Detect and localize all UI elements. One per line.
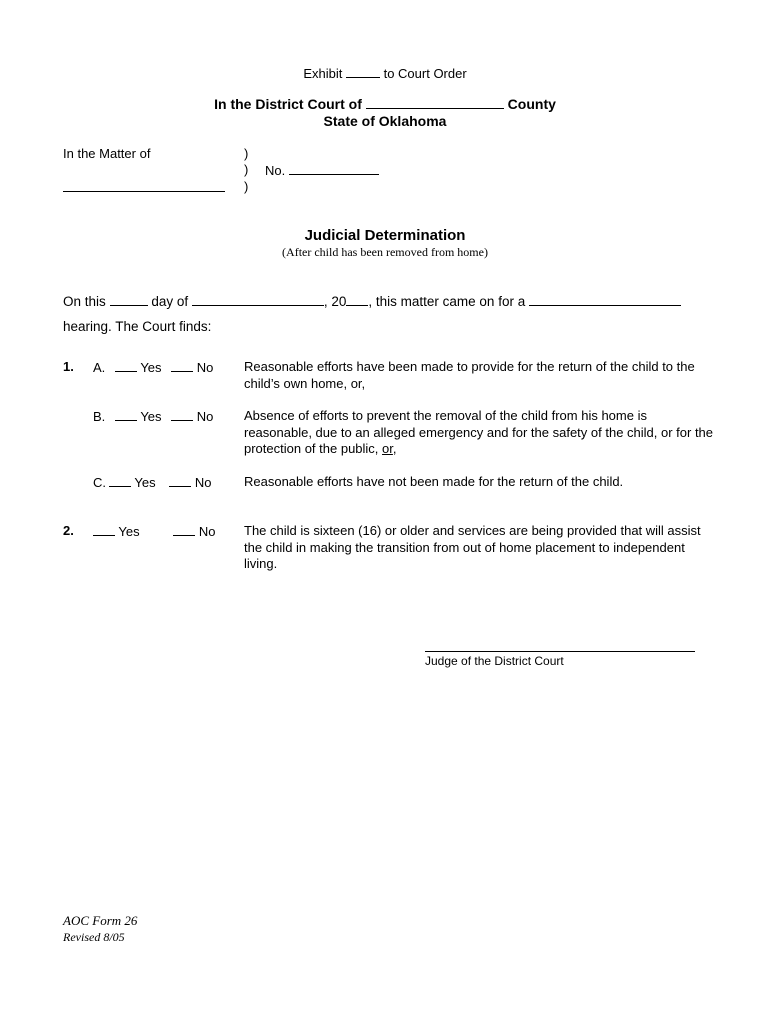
item-1b-no-blank[interactable] bbox=[171, 408, 193, 421]
exhibit-word: Exhibit bbox=[303, 66, 343, 81]
item-2-yes-blank[interactable] bbox=[93, 523, 115, 536]
caption-paren-1: ) bbox=[244, 146, 249, 161]
item-1a-text: Reasonable efforts have been made to provide for the return of the child to the child’s own home, or, bbox=[244, 359, 695, 391]
item-1c-yes: Yes bbox=[134, 475, 156, 490]
item-1-number: 1. bbox=[63, 359, 74, 374]
item-2-no-blank[interactable] bbox=[173, 523, 195, 536]
exhibit-line bbox=[0, 65, 770, 81]
caption-paren-2: ) bbox=[244, 162, 249, 177]
court-line bbox=[0, 96, 770, 112]
court-suffix: County bbox=[507, 96, 556, 112]
item-1a-letter: A. bbox=[93, 360, 106, 375]
item-1a-no: No bbox=[196, 360, 214, 375]
hearing-type-blank[interactable] bbox=[529, 293, 681, 306]
case-number-line bbox=[265, 162, 379, 178]
item-1b-no: No bbox=[196, 409, 214, 424]
item-1c-letter: C. bbox=[93, 475, 106, 490]
on-this-label: On this bbox=[63, 294, 106, 309]
month-blank[interactable] bbox=[192, 293, 324, 306]
item-1c-no-blank[interactable] bbox=[169, 474, 191, 487]
matter-name-blank[interactable] bbox=[63, 179, 225, 192]
item-2-number: 2. bbox=[63, 523, 74, 538]
exhibit-suffix: to Court Order bbox=[383, 66, 467, 81]
item-1a-yes: Yes bbox=[140, 360, 162, 375]
form-revision: Revised 8/05 bbox=[63, 930, 125, 944]
caption-paren-3: ) bbox=[244, 179, 249, 194]
item-1b-letter: B. bbox=[93, 409, 106, 424]
year-prefix: , 20 bbox=[323, 294, 347, 309]
item-2-choice bbox=[93, 523, 215, 539]
signature-label: Judge of the District Court bbox=[425, 654, 564, 668]
form-number: AOC Form 26 bbox=[63, 913, 138, 928]
item-1a-no-blank[interactable] bbox=[171, 359, 193, 372]
item-1b-choice bbox=[93, 408, 213, 424]
item-2-no: No bbox=[198, 524, 216, 539]
item-1a-choice bbox=[93, 359, 213, 375]
item-1b-text-block bbox=[244, 408, 714, 458]
document-title: Judicial Determination bbox=[304, 227, 466, 244]
item-1b-yes-blank[interactable] bbox=[115, 408, 137, 421]
court-prefix: In the District Court of bbox=[214, 96, 362, 112]
intro-line-1 bbox=[63, 293, 681, 309]
state-line: State of Oklahoma bbox=[323, 113, 447, 129]
item-2-text: The child is sixteen (16) or older and services are being provided that will assist the child in making the transition from out of home placement to independent living. bbox=[244, 523, 701, 571]
document-subtitle: (After child has been removed from home) bbox=[282, 245, 488, 259]
item-1b-or: or bbox=[382, 441, 393, 456]
county-blank[interactable] bbox=[366, 96, 504, 109]
came-on-label: , this matter came on for a bbox=[368, 294, 526, 309]
year-blank[interactable] bbox=[346, 293, 368, 306]
case-number-blank[interactable] bbox=[289, 162, 379, 175]
item-1b-yes: Yes bbox=[140, 409, 162, 424]
exhibit-number-blank[interactable] bbox=[346, 65, 380, 78]
intro-line-2: hearing. The Court finds: bbox=[63, 319, 212, 334]
item-1c-choice bbox=[93, 474, 211, 490]
item-1a-yes-blank[interactable] bbox=[115, 359, 137, 372]
item-2-yes: Yes bbox=[118, 524, 140, 539]
item-1c-yes-blank[interactable] bbox=[109, 474, 131, 487]
day-blank[interactable] bbox=[110, 293, 148, 306]
item-1b-text: Absence of efforts to prevent the removal of the child from his home is reasonable, due to an alleged emergency and for the safety of the child, or for the protection of the public, bbox=[244, 408, 714, 456]
item-1b-trailing: , bbox=[392, 441, 397, 456]
case-number-label: No. bbox=[265, 163, 286, 178]
signature-line[interactable] bbox=[425, 651, 695, 652]
day-of-label: day of bbox=[151, 294, 189, 309]
matter-label: In the Matter of bbox=[63, 146, 151, 161]
item-1c-text: Reasonable efforts have not been made for the return of the child. bbox=[244, 474, 624, 489]
item-1c-no: No bbox=[194, 475, 212, 490]
